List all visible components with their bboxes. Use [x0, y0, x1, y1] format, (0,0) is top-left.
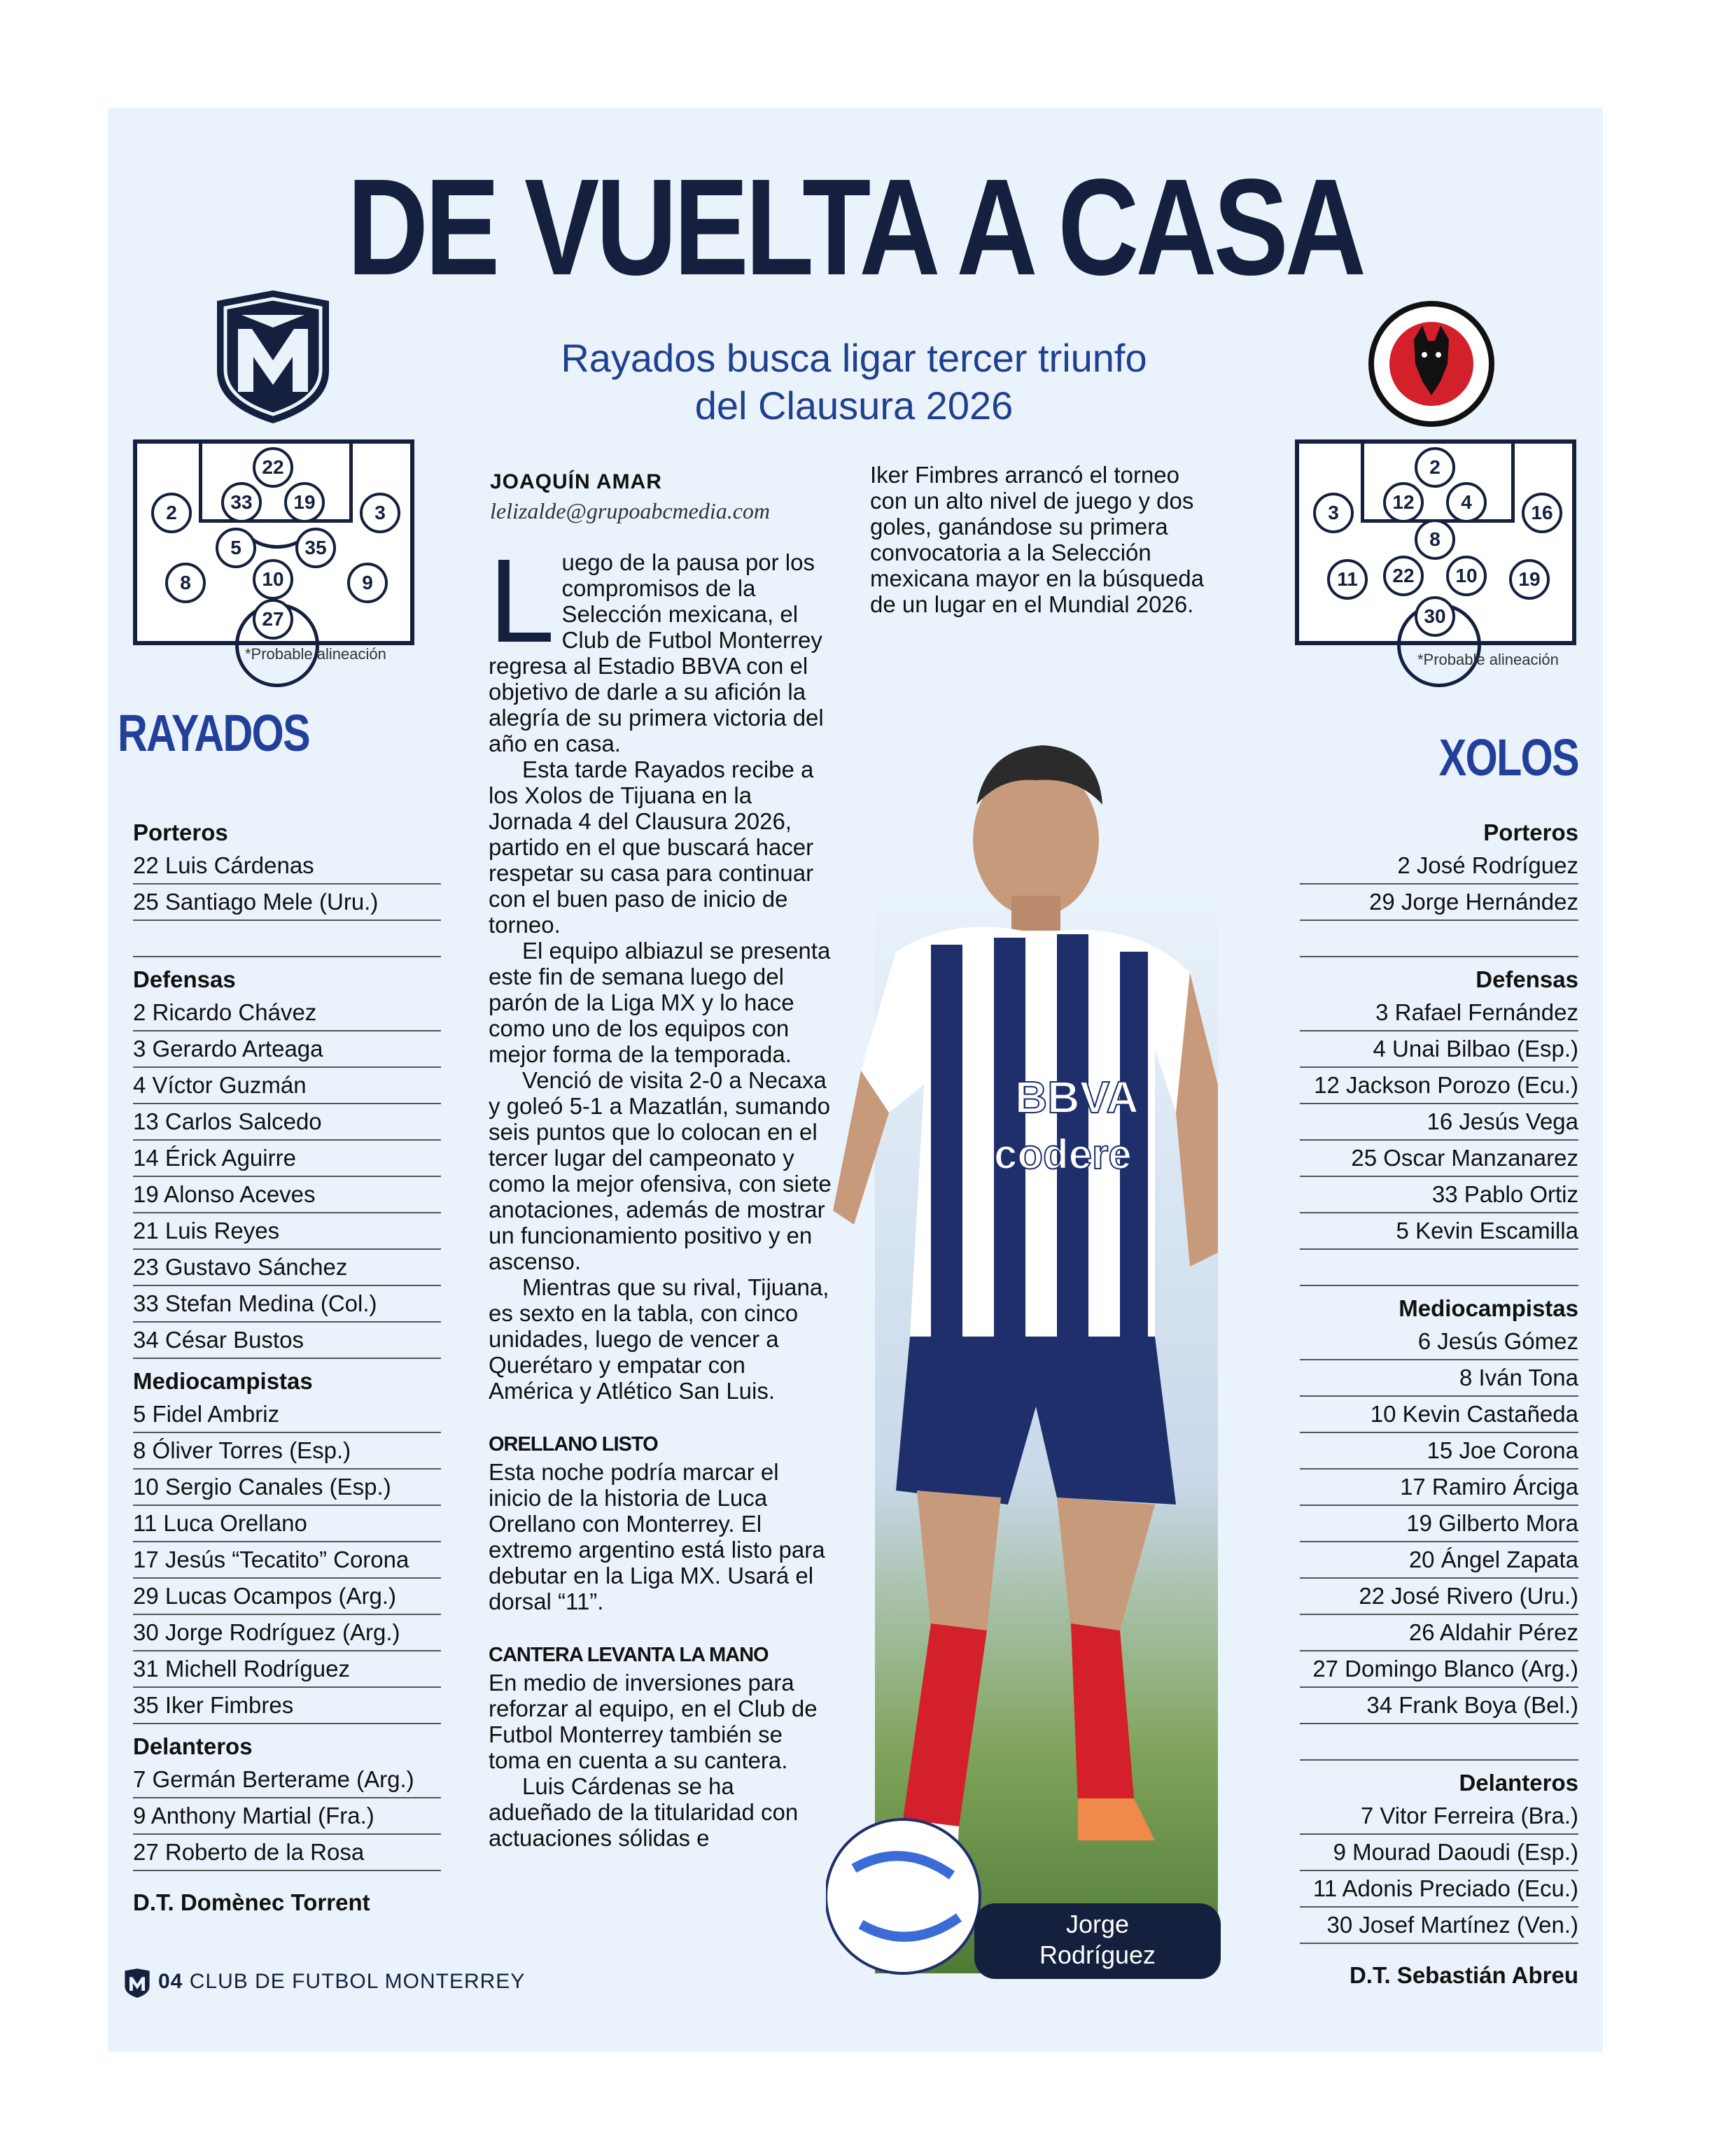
- roster-row: 17 Jesús “Tecatito” Corona: [133, 1542, 441, 1579]
- player-number: 10: [253, 559, 293, 600]
- player-photo: [826, 721, 1232, 1980]
- page-number: 04: [158, 1970, 183, 1993]
- roster-row: 19 Gilberto Mora: [1300, 1506, 1578, 1542]
- roster-row: 33 Stefan Medina (Col.): [133, 1286, 441, 1323]
- roster-row: 5 Kevin Escamilla: [1300, 1213, 1578, 1250]
- roster-row: 25 Santiago Mele (Uru.): [133, 885, 441, 921]
- player-number: 3: [1313, 493, 1354, 533]
- article-paragraph: Esta tarde Rayados recibe a los Xolos de Tijuana en la Jornada 4 del Clausura 2026, partido en el que buscará hacer respetar su casa para continuar con el buen paso de inicio de torneo.: [489, 756, 814, 938]
- roster-row: 16 Jesús Vega: [1300, 1104, 1578, 1141]
- roster-row: 25 Oscar Manzanarez: [1300, 1141, 1578, 1177]
- tijuana-crest-icon: [1365, 297, 1498, 430]
- coach-name: D.T. Domènec Torrent: [133, 1889, 370, 1915]
- section-header: Mediocampistas: [133, 1368, 313, 1394]
- rayados-roster: [133, 810, 441, 1923]
- roster-row: 13 Carlos Salcedo: [133, 1104, 441, 1141]
- roster-divider: [1300, 1724, 1578, 1761]
- roster-divider: [1300, 1250, 1578, 1286]
- roster-row: 10 Kevin Castañeda: [1300, 1397, 1578, 1433]
- roster-row: 4 Víctor Guzmán: [133, 1068, 441, 1104]
- roster-row: 22 José Rivero (Uru.): [1300, 1579, 1578, 1615]
- rayados-pitch-diagram: [133, 439, 414, 645]
- roster-row: 34 Frank Boya (Bel.): [1300, 1688, 1578, 1724]
- section-header: Delanteros: [133, 1733, 253, 1759]
- roster-row: 7 Germán Berterame (Arg.): [133, 1762, 441, 1798]
- player-number: 19: [1509, 559, 1550, 600]
- section-header: Delanteros: [1459, 1770, 1578, 1796]
- page-title: DE VUELTA A CASA: [346, 150, 1364, 304]
- article-paragraph: En medio de inversiones para reforzar al equipo, en el Club de Futbol Monterrey también se toma en cuenta a su cantera.: [489, 1670, 818, 1773]
- section-header: Porteros: [133, 819, 228, 845]
- roster-row: 30 Jorge Rodríguez (Arg.): [133, 1615, 441, 1651]
- roster-row: 30 Josef Martínez (Ven.): [1300, 1908, 1578, 1944]
- player-number: 22: [1383, 556, 1424, 596]
- player-number: 12: [1383, 482, 1424, 523]
- roster-row: 27 Domingo Blanco (Arg.): [1300, 1651, 1578, 1688]
- article-column-2: [870, 462, 1220, 617]
- article-paragraph: Esta noche podría marcar el inicio de la historia de Luca Orellano con Monterrey. El extremo argentino está listo para debutar en la Liga MX. Usará el dorsal “11”.: [489, 1459, 825, 1614]
- footer-label: CLUB DE FUTBOL MONTERREY: [189, 1970, 526, 1993]
- roster-divider: [1300, 921, 1578, 957]
- roster-row: 15 Joe Corona: [1300, 1433, 1578, 1470]
- player-number: 16: [1522, 493, 1562, 533]
- section-subheading: ORELLANO LISTO: [489, 1433, 658, 1456]
- lineup-note: *Probable alineación: [1417, 651, 1559, 668]
- monterrey-crest-icon: [210, 287, 336, 427]
- player-number: 9: [347, 563, 388, 603]
- author-email: lelizalde@grupoabcmedia.com: [490, 498, 771, 523]
- xolos-roster: [1300, 810, 1578, 1996]
- section-header: Porteros: [1483, 819, 1578, 845]
- player-number: 30: [1415, 596, 1455, 637]
- section-header: Defensas: [133, 966, 236, 992]
- player-number: 33: [221, 482, 262, 523]
- roster-row: 17 Ramiro Árciga: [1300, 1470, 1578, 1506]
- roster-row: 10 Sergio Canales (Esp.): [133, 1470, 441, 1506]
- player-number: 2: [1415, 447, 1455, 488]
- team-name-xolos: XOLOS: [1438, 728, 1578, 787]
- roster-row: 8 Óliver Torres (Esp.): [133, 1433, 441, 1470]
- roster-row: 21 Luis Reyes: [133, 1213, 441, 1250]
- lineup-note: *Probable alineación: [245, 645, 386, 663]
- player-number: 35: [295, 528, 336, 568]
- roster-row: 19 Alonso Aceves: [133, 1177, 441, 1213]
- roster-row: 35 Iker Fimbres: [133, 1688, 441, 1724]
- roster-row: 6 Jesús Gómez: [1300, 1324, 1578, 1360]
- roster-row: 29 Jorge Hernández: [1300, 885, 1578, 921]
- player-number: 3: [360, 493, 400, 533]
- roster-row: 20 Ángel Zapata: [1300, 1542, 1578, 1579]
- roster-row: 4 Unai Bilbao (Esp.): [1300, 1031, 1578, 1068]
- roster-row: 31 Michell Rodríguez: [133, 1651, 441, 1688]
- player-number: 22: [253, 447, 293, 488]
- photo-caption: [974, 1903, 1221, 1979]
- player-number: 5: [216, 528, 256, 568]
- tijuana-crest-text: [1386, 428, 1402, 429]
- section-header: Defensas: [1476, 966, 1578, 992]
- article-paragraph: Mientras que su rival, Tijuana, es sexto en la tabla, con cinco unidades, luego de vencer a Querétaro y empatar con América y Atlético San Luis.: [489, 1274, 829, 1404]
- roster-row: 5 Fidel Ambriz: [133, 1397, 441, 1433]
- roster-row: 3 Rafael Fernández: [1300, 995, 1578, 1031]
- player-number: 11: [1327, 559, 1368, 600]
- player-number: 8: [1415, 519, 1455, 560]
- jersey-sponsor-2: codere: [994, 1131, 1132, 1178]
- roster-row: 33 Pablo Ortiz: [1300, 1177, 1578, 1213]
- team-name-rayados: RAYADOS: [118, 704, 309, 762]
- subtitle-line-2: del Clausura 2026: [694, 383, 1014, 428]
- player-number: 27: [253, 599, 293, 640]
- xolos-pitch-diagram: [1295, 439, 1576, 645]
- roster-divider: [133, 921, 441, 957]
- roster-row: 26 Aldahir Pérez: [1300, 1615, 1578, 1651]
- player-number: 8: [165, 563, 206, 603]
- player-number: 19: [284, 482, 325, 523]
- roster-row: 11 Adonis Preciado (Ecu.): [1300, 1871, 1578, 1908]
- roster-row: 9 Mourad Daoudi (Esp.): [1300, 1835, 1578, 1871]
- subtitle: [420, 334, 1288, 430]
- roster-row: 2 José Rodríguez: [1300, 848, 1578, 885]
- subtitle-line-1: Rayados busca ligar tercer triunfo: [561, 336, 1147, 380]
- player-number: 10: [1446, 556, 1487, 596]
- roster-row: 23 Gustavo Sánchez: [133, 1250, 441, 1286]
- article-paragraph: uego de la pausa por los compromisos de la Selección mexicana, el Club de Futbol Monterrey regresa al Estadio BBVA con el objetivo de darle a su afición la alegría de su primera victoria del año en casa.: [489, 549, 824, 756]
- roster-row: 12 Jackson Porozo (Ecu.): [1300, 1068, 1578, 1104]
- section-header: Mediocampistas: [1399, 1295, 1578, 1321]
- author-name: JOAQUÍN AMAR: [490, 470, 662, 493]
- coach-name: D.T. Sebastián Abreu: [1349, 1962, 1578, 1988]
- article-paragraph: Iker Fimbres arrancó el torneo con un alto nivel de juego y dos goles, ganándose su primera convocatoria a la Selección mexicana mayor en la búsqueda de un lugar en el Mundial 2026.: [870, 462, 1204, 617]
- article-paragraph: Venció de visita 2-0 a Necaxa y goleó 5-1 a Mazatlán, sumando seis puntos que lo colocan en el tercer lugar del campeonato y como la mejor ofensiva, con siete anotaciones, además de mostrar un funcionamiento positivo y en ascenso.: [489, 1067, 832, 1274]
- article-paragraph: El equipo albiazul se presenta este fin de semana luego del parón de la Liga MX y lo hace como uno de los equipos con mejor forma de la temporada.: [489, 938, 831, 1067]
- article-paragraph: Luis Cárdenas se ha adueñado de la titularidad con actuaciones sólidas e: [489, 1773, 799, 1851]
- caption-line-1: Jorge: [1065, 1910, 1130, 1938]
- player-number: 2: [151, 493, 192, 533]
- footer: [158, 1970, 525, 1994]
- roster-row: 8 Iván Tona: [1300, 1360, 1578, 1397]
- player-number: 4: [1446, 482, 1487, 523]
- roster-row: 11 Luca Orellano: [133, 1506, 441, 1542]
- roster-row: 27 Roberto de la Rosa: [133, 1835, 441, 1871]
- roster-row: 34 César Bustos: [133, 1323, 441, 1359]
- roster-row: 14 Érick Aguirre: [133, 1141, 441, 1177]
- roster-row: 7 Vitor Ferreira (Bra.): [1300, 1798, 1578, 1835]
- roster-row: 2 Ricardo Chávez: [133, 995, 441, 1031]
- roster-row: 29 Lucas Ocampos (Arg.): [133, 1579, 441, 1615]
- monterrey-footer-icon: [123, 1968, 151, 1999]
- roster-row: 22 Luis Cárdenas: [133, 848, 441, 885]
- section-subheading: CANTERA LEVANTA LA MANO: [489, 1644, 769, 1666]
- roster-row: 3 Gerardo Arteaga: [133, 1031, 441, 1068]
- caption-line-2: Rodríguez: [1039, 1940, 1156, 1969]
- jersey-sponsor-1: BBVA: [1015, 1072, 1139, 1122]
- article-column-1: [489, 535, 833, 1851]
- roster-row: 9 Anthony Martial (Fra.): [133, 1798, 441, 1835]
- drop-cap: L: [489, 535, 555, 668]
